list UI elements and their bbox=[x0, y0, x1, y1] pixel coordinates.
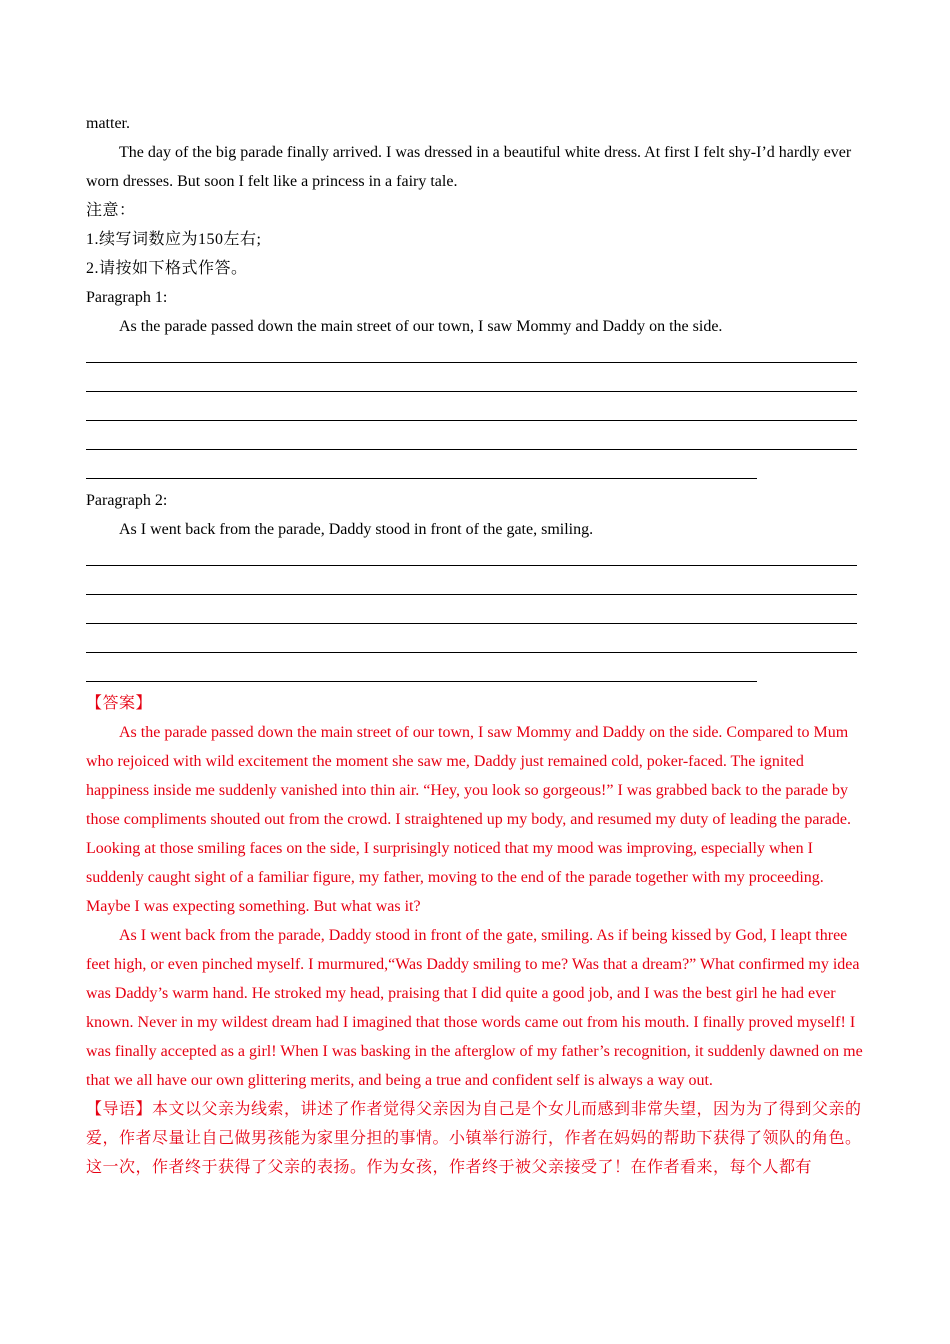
document-page bbox=[86, 109, 864, 1182]
paragraph2-opening: As I went back from the parade, Daddy stood in front of the gate, smiling. bbox=[119, 521, 594, 538]
writing-line[interactable] bbox=[86, 399, 864, 428]
note-2: 2.请按如下格式作答。 bbox=[86, 260, 248, 277]
writing-line[interactable] bbox=[86, 370, 864, 399]
writing-line[interactable] bbox=[86, 428, 864, 457]
guide-paragraph bbox=[86, 1095, 864, 1182]
parade-paragraph: The day of the big parade finally arrived. I was dressed in a beautiful white dress. At first I felt shy-I’d hardly ever worn dresses. But soon I felt like a princess in a fairy tale. bbox=[86, 144, 852, 190]
notes-title: 注意： bbox=[86, 202, 136, 219]
guide-text: 本文以父亲为线索，讲述了作者觉得父亲因为自己是个女儿而感到非常失望，因为为了得到父亲的爱，作者尽量让自己做男孩能为家里分担的事情。小镇举行游行，作者在妈妈的帮助下获得了领队的角色。这一次，作者终于获得了父亲的表扬。作为女孩，作者终于被父亲接受了！在作者看来，每个人都有 bbox=[86, 1101, 862, 1176]
writing-line[interactable] bbox=[86, 544, 864, 573]
paragraph2-label: Paragraph 2: bbox=[86, 492, 168, 509]
writing-line[interactable] bbox=[86, 573, 864, 602]
writing-line[interactable] bbox=[86, 457, 864, 486]
paragraph1-label: Paragraph 1: bbox=[86, 289, 168, 306]
writing-line[interactable] bbox=[86, 341, 864, 370]
writing-line[interactable] bbox=[86, 602, 864, 631]
top-fragment: matter. bbox=[86, 115, 130, 132]
guide-label: 【导语】 bbox=[86, 1101, 153, 1118]
writing-line[interactable] bbox=[86, 631, 864, 660]
paragraph1-opening: As the parade passed down the main street of our town, I saw Mommy and Daddy on the side. bbox=[119, 318, 723, 335]
answer-paragraph-1: As the parade passed down the main street of our town, I saw Mommy and Daddy on the side. Compared to Mum who rejoiced with wild excitement the moment she saw me, Daddy just remained cold, poker-faced. The ignited happiness inside me suddenly vanished into thin air. “Hey, you look so gorgeous!” I was grabbed back to the parade by those compliments shouted out from the crowd. I straightened up my body, and resumed my duty of leading the parade. Looking at those smiling faces on the side, I surprisingly noticed that my mood was improving, especially when I suddenly caught sight of a familiar figure, my father, moving to the end of the parade together with my proceeding. Maybe I was expecting something. But what was it? bbox=[86, 724, 852, 915]
writing-line[interactable] bbox=[86, 660, 864, 689]
note-1: 1.续写词数应为150左右; bbox=[86, 231, 262, 248]
answer-label: 【答案】 bbox=[86, 695, 153, 712]
answer-paragraph-2: As I went back from the parade, Daddy stood in front of the gate, smiling. As if being kissed by God, I leapt three feet high, or even pinched myself. I murmured,“Was Daddy smiling to me? Was that a dream?” What confirmed my idea was Daddy’s warm hand. He stroked my head, praising that I did quite a good job, and I was the best girl he had ever known. Never in my wildest dream had I imagined that those words came out from his mouth. I finally proved myself! I was finally accepted as a girl! When I was basking in the afterglow of my father’s recognition, it suddenly dawned on me that we all have our own glittering merits, and being a true and confident self is always a way out. bbox=[86, 927, 863, 1089]
